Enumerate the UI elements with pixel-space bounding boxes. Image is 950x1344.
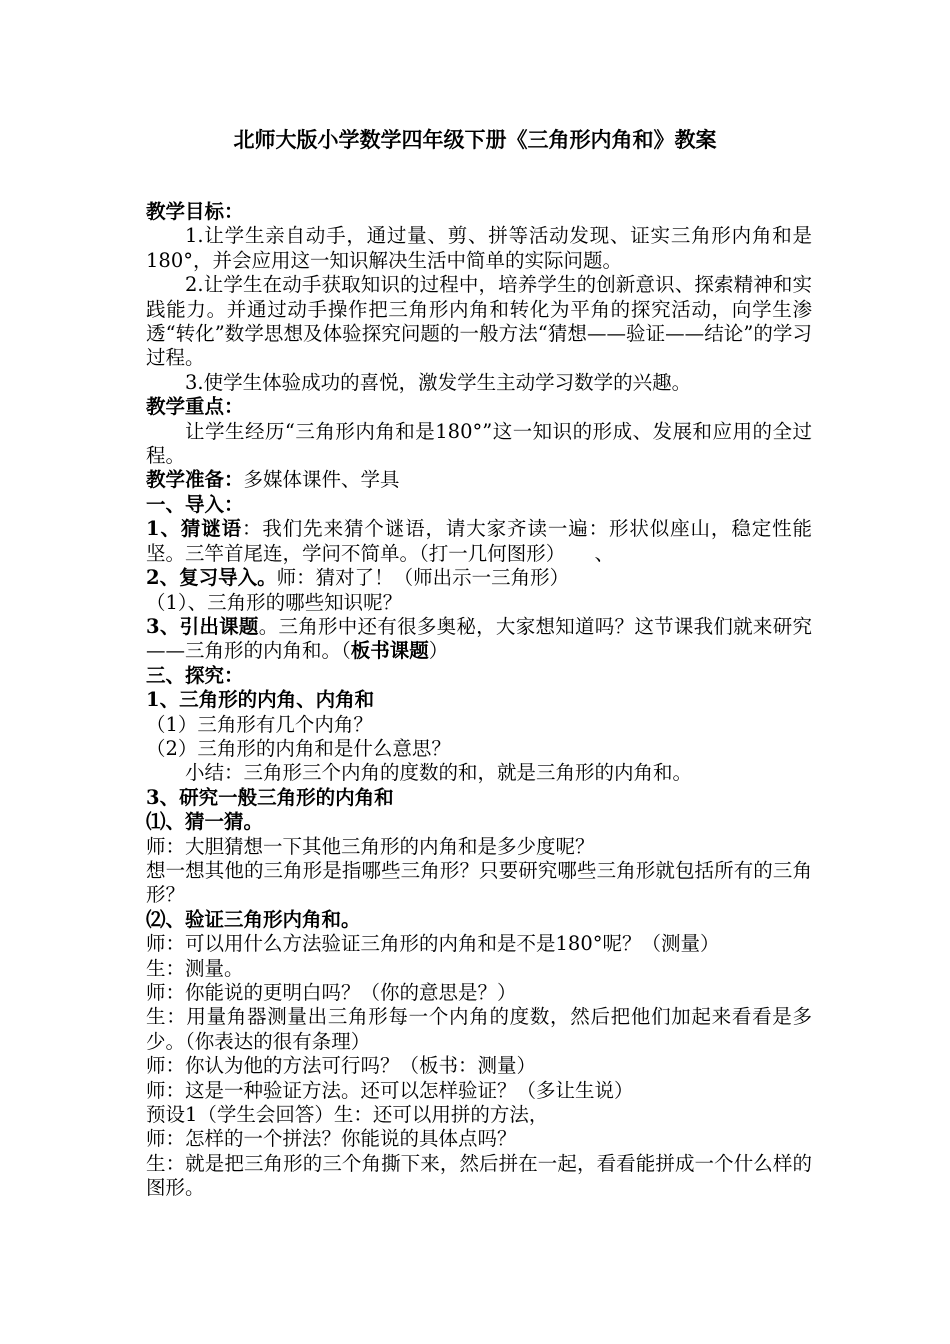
verify-line-4: 生：用量角器测量出三角形每一个内角的度数，然后把他们加起来看看是多少。（你表达的很有条理）: [146, 1005, 812, 1053]
verify-line-3: 师：你能说的更明白吗？（你的意思是？）: [146, 981, 517, 1004]
section-1-heading: 一、导入：: [146, 492, 244, 516]
topic-bold: 板书课题: [350, 639, 429, 663]
sub-3-heading: 3、研究一般三角形的内角和: [146, 785, 394, 809]
guess-line-2: 想一想其他的三角形是指哪些三角形？只要研究哪些三角形就包括所有的三角形？: [146, 858, 812, 907]
review-paragraph: [146, 566, 812, 590]
prep-heading: 教学准备：: [146, 468, 244, 492]
verify-line-9: 生：就是把三角形的三个角撕下来，然后拼在一起，看看能拼成一个什么样的图形。: [146, 1151, 812, 1200]
section-3-heading: 三、探究：: [146, 663, 244, 687]
question-1: （1）三角形有几个内角？: [146, 712, 373, 736]
verify-line-2: 生：测量。: [146, 956, 244, 980]
goal-2: 2.让学生在动手获取知识的过程中，培养学生的创新意识、探索精神和实践能力。并通过动手操作把三角形内角和转化为平角的探究活动，向学生渗透“转化”数学思想及体验探究问题的一般方法“猜想——验证——结论”的学习过程。: [146, 273, 812, 370]
riddle-paragraph: [146, 517, 812, 566]
goal-3: 3.使学生体验成功的喜悦，激发学生主动学习数学的兴趣。: [185, 370, 692, 394]
question-2: （2）三角形的内角和是什么意思？: [146, 736, 451, 760]
summary: 小结：三角形三个内角的度数的和，就是三角形的内角和。: [185, 761, 693, 785]
verify-line-8: 师：怎样的一个拼法？你能说的具体点吗？: [146, 1127, 517, 1151]
topic-paragraph: 3、引出课题。三角形中还有很多奥秘，大家想知道吗？这节课我们就来研究——三角形的内角和。（板书课题）: [146, 614, 812, 663]
verify-heading: ⑵、验证三角形内角和。: [146, 907, 361, 931]
keypoint-text: 让学生经历“三角形内角和是180°”这一知识的形成、发展和应用的全过程。: [146, 419, 812, 468]
guess-heading: ⑴、猜一猜。: [146, 810, 264, 834]
guess-line-1: 师：大胆猜想一下其他三角形的内角和是多少度呢？: [146, 834, 595, 858]
verify-line-5: 师：你认为他的方法可行吗？（板书：测量）: [146, 1054, 537, 1078]
review-label: 2、复习导入。: [146, 566, 277, 590]
verify-line-6: 师：这是一种验证方法。还可以怎样验证？（多让生说）: [146, 1078, 634, 1102]
goal-1: 1.让学生亲自动手，通过量、剪、拼等活动发现、证实三角形内角和是180°，并会应用这一知识解决生活中简单的实际问题。: [146, 224, 812, 272]
review-question: （1）、三角形的哪些知识呢？: [146, 590, 403, 614]
riddle-text: ：我们先来猜个谜语，请大家齐读一遍：形状似座山，稳定性能坚。三竿首尾连，学问不简单。（打一几何图形） 、: [146, 517, 812, 565]
page-title: 北师大版小学数学四年级下册《三角形内角和》教案: [233, 127, 717, 152]
topic-label: 3、引出课题: [146, 614, 259, 638]
review-text: 师：猜对了！（师出示一三角形）: [276, 566, 570, 590]
document-body: [146, 200, 812, 1201]
goals-heading: 教学目标：: [146, 200, 244, 223]
prep-text: 多媒体课件、学具: [243, 468, 400, 492]
keypoint-heading: 教学重点：: [146, 395, 244, 419]
sub-1-heading: 1、三角形的内角、内角和: [146, 688, 375, 712]
verify-line-7: 预设1（学生会回答）生：还可以用拼的方法，: [146, 1103, 549, 1127]
verify-line-1: 师：可以用什么方法验证三角形的内角和是不是180°呢？（测量）: [146, 932, 720, 956]
riddle-label: 1、猜谜语: [146, 517, 243, 541]
prep-line: [146, 468, 812, 492]
